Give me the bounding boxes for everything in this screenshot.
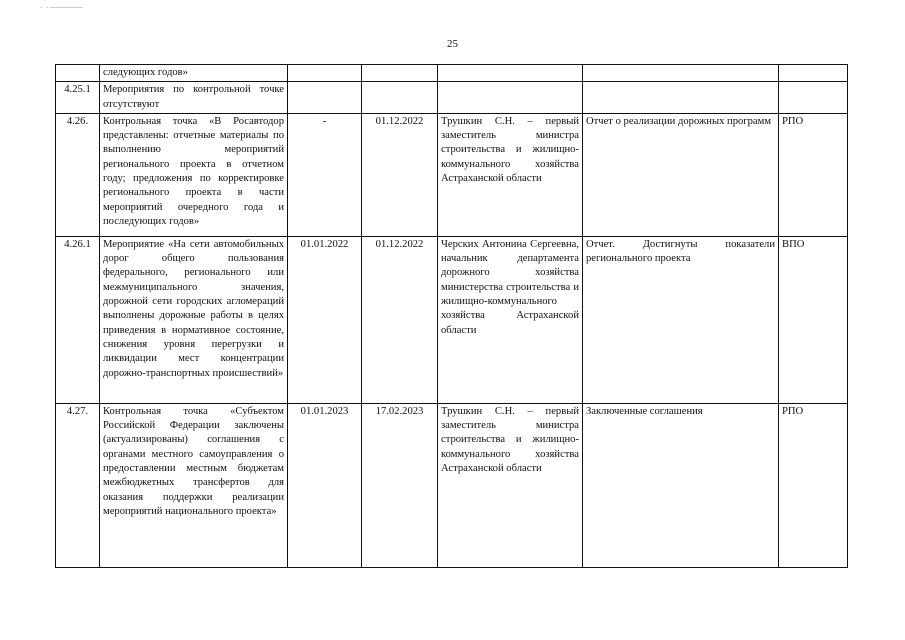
control-level [779, 65, 848, 82]
control-level [779, 82, 848, 114]
end-date: 17.02.2023 [362, 403, 438, 567]
end-date: 01.12.2022 [362, 236, 438, 403]
event-name: Мероприятие «На сети автомобильных дорог общего пользования федерального, регионального или межмуниципального значения, дорожной сети городских агломераций выполнены дорожные работы в целях приведения в нормативное состояние, снижения уровня перегрузки и ликвидации мест концентрации дорожно-транспортных происшествий» [100, 236, 288, 403]
page-number: 25 [447, 38, 458, 50]
event-name: Мероприятия по контрольной точке отсутствуют [100, 82, 288, 114]
start-date [288, 82, 362, 114]
control-level: ВПО [779, 236, 848, 403]
start-date: - [288, 113, 362, 236]
responsible-person: Трушкин С.Н. – первый заместитель министра строительства и жилищно-коммунального хозяйства Астраханской области [438, 403, 583, 567]
start-date [288, 65, 362, 82]
end-date [362, 82, 438, 114]
control-level: РПО [779, 113, 848, 236]
control-level: РПО [779, 403, 848, 567]
result-document: Заключенные соглашения [583, 403, 779, 567]
table-row [56, 403, 848, 567]
row-number [56, 65, 100, 82]
result-document: Отчет. Достигнуты показатели регионального проекта [583, 236, 779, 403]
result-document: Отчет о реализации дорожных программ [583, 113, 779, 236]
start-date: 01.01.2022 [288, 236, 362, 403]
responsible-person: Трушкин С.Н. – первый заместитель министра строительства и жилищно-коммунального хозяйства Астраханской области [438, 113, 583, 236]
scan-artifact: · · ̶ ̶ ̶ ̶ ̶ ̶ ̶ ̶ ̶ ̶ ̶ ̶ [40, 4, 83, 12]
responsible-person: Черских Антонина Сергеевна, начальник департамента дорожного хозяйства министерства строительства и жилищно-коммунального хозяйства Астраханской области [438, 236, 583, 403]
row-number: 4.26. [56, 113, 100, 236]
responsible-person [438, 65, 583, 82]
end-date [362, 65, 438, 82]
end-date: 01.12.2022 [362, 113, 438, 236]
row-number: 4.25.1 [56, 82, 100, 114]
event-name: следующих годов» [100, 65, 288, 82]
event-name: Контрольная точка «Субъектом Российской Федерации заключены (актуализированы) соглашения с органами местного самоуправления о предоставлении местным бюджетам межбюджетных трансфертов для оказания поддержки реализации мероприятий национального проекта» [100, 403, 288, 567]
row-number: 4.27. [56, 403, 100, 567]
start-date: 01.01.2023 [288, 403, 362, 567]
table-row [56, 65, 848, 82]
row-number: 4.26.1 [56, 236, 100, 403]
event-name: Контрольная точка «В Росавтодор представлены: отчетные материалы по выполнению мероприятий регионального проекта в отчетном году; предложения по корректировке регионального проекта в части мероприятий очередного года и последующих годов» [100, 113, 288, 236]
project-plan-table [55, 64, 848, 568]
table-row [56, 113, 848, 236]
result-document [583, 82, 779, 114]
table-row [56, 236, 848, 403]
result-document [583, 65, 779, 82]
table-row [56, 82, 848, 114]
responsible-person [438, 82, 583, 114]
